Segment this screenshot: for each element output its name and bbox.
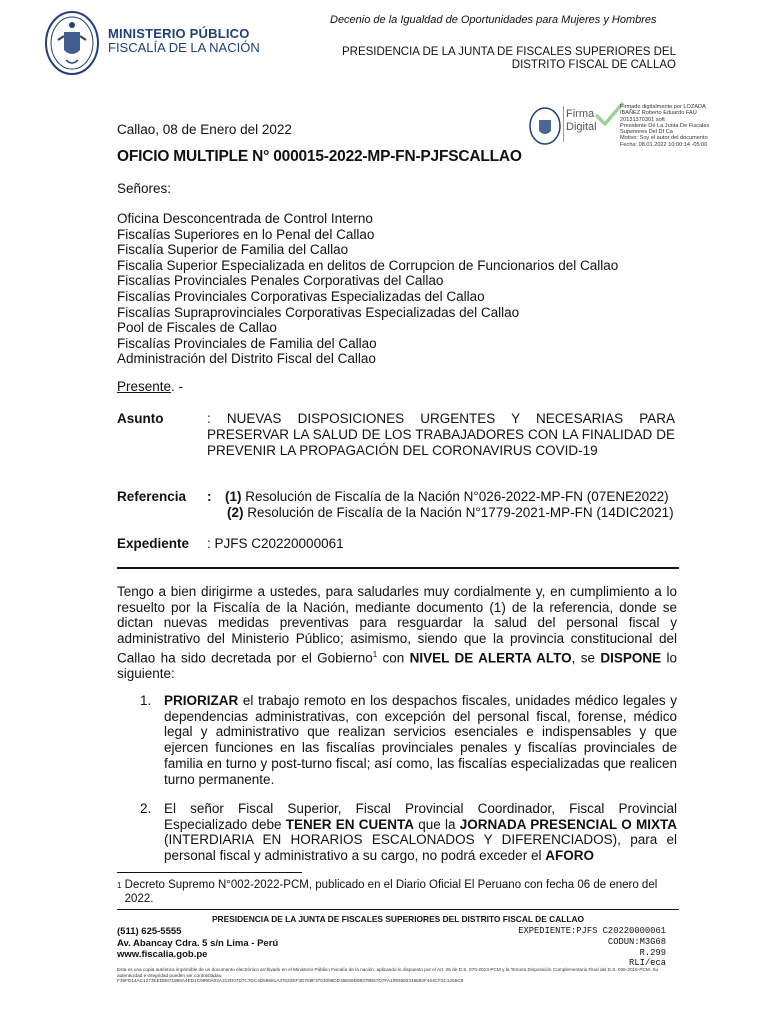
dispone-word: DISPONE bbox=[600, 650, 662, 666]
brand-line1: MINISTERIO PÚBLICO bbox=[108, 26, 250, 41]
ref-num: (1) bbox=[225, 489, 242, 504]
footnote-divider bbox=[117, 872, 302, 873]
recipient: Pool de Fiscales de Callao bbox=[117, 320, 277, 336]
sig-line: Fecha: 08.01.2022 10:00:14 -05:00 bbox=[620, 141, 708, 148]
footer-website: www.fiscalia.gob.pe bbox=[117, 949, 208, 960]
presente-word: Presente bbox=[117, 379, 172, 394]
item-text: El señor Fiscal Superior, Fiscal Provincial Coordinador, Fiscal Provincial Especializado debe bbox=[164, 801, 677, 832]
item-bold: PRIORIZAR bbox=[164, 693, 239, 708]
presidencia-line1: PRESIDENCIA DE LA JUNTA DE FISCALES SUPERIORES DEL bbox=[341, 46, 676, 58]
presidencia-header bbox=[300, 46, 676, 72]
brand-block bbox=[108, 27, 268, 55]
list-item bbox=[164, 693, 677, 787]
asunto-text: : NUEVAS DISPOSICIONES URGENTES Y NECESARIAS PARA PRESERVAR LA SALUD DE LOS TRABAJADORES CON LA FINALIDAD DE PREVENIR LA PROPAGACIÓN DEL CORONAVIRUS COVID-19 bbox=[207, 411, 675, 458]
item-bold: JORNADA PRESENCIAL O MIXTA bbox=[459, 816, 677, 832]
recipient: Fiscalía Superior de Familia del Callao bbox=[117, 242, 349, 258]
footer-title: PRESIDENCIA DE LA JUNTA DE FISCALES SUPERIORES DEL DISTRITO FISCAL DE CALLAO bbox=[211, 914, 585, 924]
presente-line bbox=[117, 379, 183, 394]
sig-line: Motivo: Soy el autor del documento bbox=[620, 135, 708, 142]
sig-line: Presidente De La Junta De Fiscales bbox=[620, 122, 710, 129]
sig-line: 20131370301 soft bbox=[620, 116, 665, 123]
document-title: OFICIO MULTIPLE N° 000015-2022-MP-FN-PJFSCALLAO bbox=[117, 148, 522, 165]
ministerio-publico-seal-icon bbox=[44, 10, 100, 76]
item-number: 2. bbox=[140, 801, 152, 816]
footer-codes bbox=[430, 926, 666, 969]
footer-address: Av. Abancay Cdra. 5 s/n Lima - Perú bbox=[117, 937, 279, 949]
brand-line2: FISCALÍA DE LA NACIÓN bbox=[108, 40, 260, 55]
salutation: Señores: bbox=[117, 181, 172, 196]
sig-line: Superiores Del Df Ca bbox=[620, 129, 673, 136]
asunto-label: Asunto bbox=[117, 411, 164, 426]
list-item bbox=[164, 801, 677, 864]
body-text: lo siguiente: bbox=[117, 650, 677, 682]
ref-text: Resolución de Fiscalía de la Nación N°1779-2021-MP-FN (14DIC2021) bbox=[243, 505, 674, 520]
item-bold: TENER EN CUENTA bbox=[285, 816, 415, 832]
signature-seal-icon bbox=[528, 106, 562, 146]
recipient: Fiscalías Provinciales Penales Corporativas del Callao bbox=[117, 273, 444, 289]
body-text: con bbox=[377, 650, 410, 666]
item-text: (INTERDIARIA EN HORARIOS ESCALONADOS Y DIFERENCIADOS), para el personal fiscal y administrativo a su cargo, no podrá exceder el bbox=[164, 832, 677, 864]
footer-code: CODUN:M3G68 bbox=[607, 936, 666, 947]
firma-line2: Digital bbox=[566, 121, 597, 133]
body-paragraph bbox=[117, 584, 677, 682]
footer-legal bbox=[117, 967, 677, 984]
recipient: Administración del Distrito Fiscal del Callao bbox=[117, 351, 376, 367]
recipient: Fiscalías Provinciales de Familia del Callao bbox=[117, 335, 377, 351]
signature-details bbox=[620, 104, 750, 148]
footnote-text: Decreto Supremo N°002-2022-PCM, publicado en el Diario Oficial El Peruano con fecha 06 de enero del 2022. bbox=[124, 879, 658, 905]
ref-text: Resolución de Fiscalía de la Nación N°026-2022-MP-FN (07ENE2022) bbox=[241, 489, 669, 504]
firma-line1: Firma bbox=[566, 108, 595, 120]
item-text: el trabajo remoto en los despachos fiscales, unidades médico legales y dependencias administrativas, con excepción del personal fiscal, forense, médico legal y administrativo que realizan servicios esenciales e indispensables y que ejercen funciones en las fiscalías provinciales penales y fiscalías provinciales de familia en turno y post-turno fiscal; así como, las fiscalías especializadas que realicen turno permanente. bbox=[164, 693, 677, 787]
section-divider bbox=[117, 567, 679, 569]
referencia-colon: : bbox=[207, 489, 212, 504]
recipient: Fiscalia Superior Especializada en delitos de Corrupcion de Funcionarios del Callao bbox=[117, 257, 619, 273]
presidencia-line2: DISTRITO FISCAL DE CALLAO bbox=[511, 59, 676, 71]
signature-divider bbox=[563, 106, 564, 142]
item-text: que la bbox=[414, 816, 460, 832]
recipient: Fiscalías Provinciales Corporativas Especializadas del Callao bbox=[117, 288, 485, 304]
ref-num: (2) bbox=[227, 505, 244, 520]
decenio-text: Decenio de la Igualdad de Oportunidades para Mujeres y Hombres bbox=[330, 14, 657, 26]
item-bold: AFORO bbox=[545, 848, 594, 864]
referencia-label: Referencia bbox=[117, 489, 187, 504]
footer-phone: (511) 625-5555 bbox=[117, 926, 182, 937]
referencia-item bbox=[227, 505, 674, 520]
presente-suffix: . - bbox=[171, 379, 184, 394]
expediente-label: Expediente bbox=[117, 536, 190, 551]
recipients-list bbox=[117, 211, 618, 367]
place-date: Callao, 08 de Enero del 2022 bbox=[117, 122, 292, 137]
footnote-ref: 1 bbox=[372, 649, 378, 659]
footer-code: RLI/eca bbox=[629, 958, 666, 969]
footer-contact bbox=[117, 926, 278, 961]
body-text: , se bbox=[571, 650, 601, 666]
footer-divider bbox=[117, 909, 679, 910]
recipient: Oficina Desconcentrada de Control Interno bbox=[117, 211, 373, 226]
recipient: Fiscalías Superiores en lo Penal del Callao bbox=[117, 226, 375, 242]
legal-text: Esta es una copia auténtica imprimible de un documento electrónico archivado en el Ministerio Público Fiscalía de la nación, aplicando lo dispuesto por el Art. 25 de D.S. 070-2013-PCM y la Tercera Disposición Complementaria Final del D.S. 026-2016-PCM. Su autenticidad e integridad pueden ser contrastadas. bbox=[117, 967, 659, 978]
footer-code: R.299 bbox=[639, 947, 666, 958]
body-text: Tengo a bien dirigirme a ustedes, para saludarles muy cordialmente y, en cumplimiento a lo resuelto por la Fiscalía de la Nación, mediante documento (1) de la referencia, donde se dictan nuevas medidas preventivas para resguardar la salud del personal fiscal y administrativo del Ministerio Público; asimismo, siendo que la provincia constitucional del Callao ha sido decretada por el Gobierno bbox=[117, 584, 677, 666]
item-number: 1. bbox=[140, 693, 152, 708]
footer-code: EXPEDIENTE:PJFS C20220000061 bbox=[518, 926, 666, 936]
footnote bbox=[117, 879, 677, 906]
alert-level: NIVEL DE ALERTA ALTO bbox=[409, 650, 572, 666]
referencia-item bbox=[225, 489, 669, 504]
document-hash: F36FD14AC1273EEDB871898A4ED1C9990A03A312D07D7C7DC4D59681A37022EF3D759F3763096DD36E59D98378B67D7FA1993582315682F454CF2C1265C8 bbox=[117, 978, 464, 983]
sig-line: IBAÑEZ Roberto Eduardo FAU bbox=[620, 110, 697, 117]
footnote-number: 1 bbox=[117, 881, 122, 890]
sig-line: Firmado digitalmente por LOZADA bbox=[620, 104, 706, 110]
expediente-text: : PJFS C20220000061 bbox=[207, 536, 344, 551]
recipient: Fiscalías Supraprovinciales Corporativas Especializadas del Callao bbox=[117, 304, 520, 320]
